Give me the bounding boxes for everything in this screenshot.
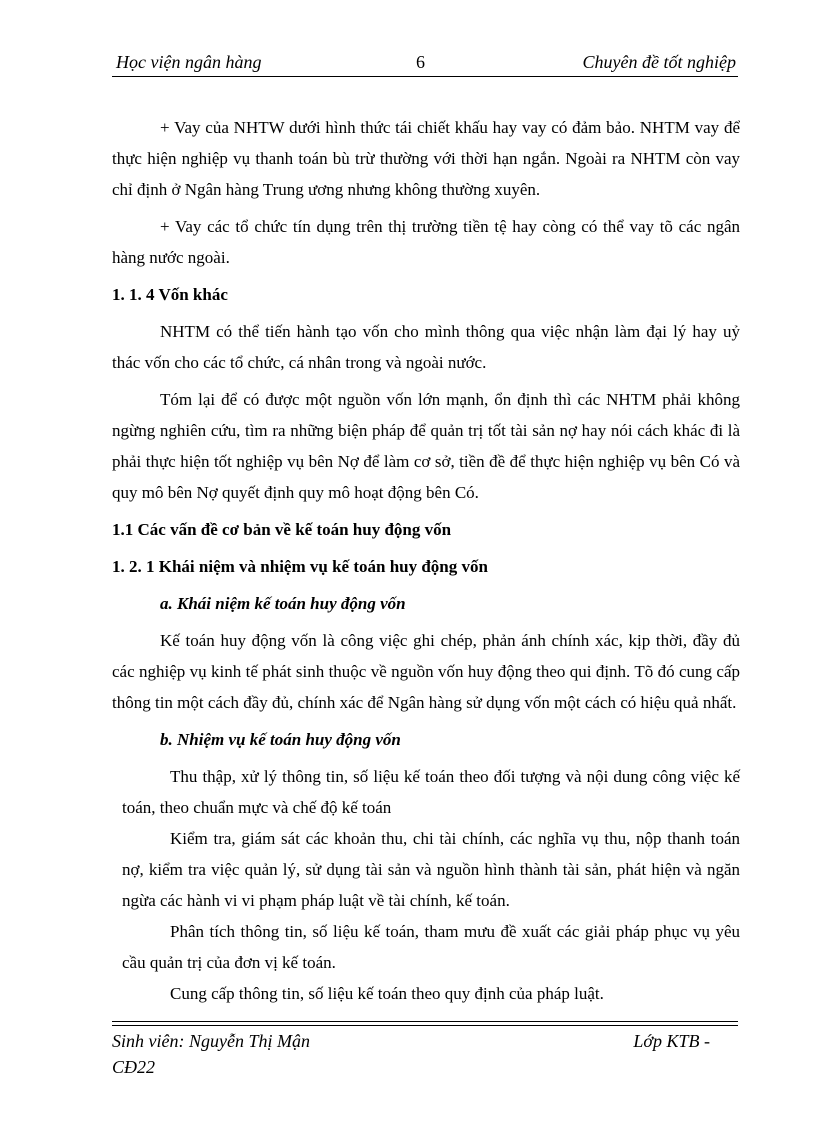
heading-tasks: b. Nhiệm vụ kế toán huy động vốn bbox=[160, 730, 401, 749]
paragraph-task-inspect: Kiểm tra, giám sát các khoản thu, chi tài chính, các nghĩa vụ thu, nộp thanh toán nợ, kiểm tra việc quản lý, sử dụng tài sản và nguồn hình thành tài sản, phát hiện và ngăn ngừa các hành vi vi phạm pháp luật về tài chính, kế toán. bbox=[122, 829, 740, 910]
footer-class: Lớp KTB - bbox=[633, 1031, 710, 1051]
paragraph-task-collect: Thu thập, xử lý thông tin, số liệu kế toán theo đối tượng và nội dung công việc kế toán, theo chuẩn mực và chế độ kế toán bbox=[122, 767, 740, 817]
footer-rule-top bbox=[112, 1021, 738, 1022]
footer-rule-bottom bbox=[112, 1025, 738, 1026]
paragraph-agency-capital: NHTM có thể tiến hành tạo vốn cho mình thông qua việc nhận làm đại lý hay uỷ thác vốn cho các tổ chức, cá nhân trong và ngoài nước. bbox=[112, 322, 740, 372]
page-footer bbox=[112, 1028, 738, 1080]
heading-other-capital: 1. 1. 4 Vốn khác bbox=[112, 285, 228, 304]
paragraph-summary: Tóm lại để có được một nguồn vốn lớn mạnh, ổn định thì các NHTM phải không ngừng nghiên cứu, tìm ra những biện pháp để quản trị tốt tài sản nợ hay nói cách khác đi là phải thực hiện tốt nghiệp vụ bên Nợ để làm cơ sở, tiền đề để thực hiện nghiệp vụ bên Có và quy mô bên Nợ quyết định quy mô hoạt động bên Có. bbox=[112, 390, 740, 502]
heading-basic-issues: 1.1 Các vấn đề cơ bản về kế toán huy động vốn bbox=[112, 520, 452, 539]
header-institution: Học viện ngân hàng bbox=[116, 52, 262, 72]
heading-concept: a. Khái niệm kế toán huy động vốn bbox=[160, 594, 406, 613]
heading-concept-tasks: 1. 2. 1 Khái niệm và nhiệm vụ kế toán huy động vốn bbox=[112, 557, 488, 576]
paragraph-concept: Kế toán huy động vốn là công việc ghi chép, phản ánh chính xác, kịp thời, đầy đủ các nghiệp vụ kinh tế phát sinh thuộc về nguồn vốn huy động theo qui định. Tõ đó cung cấp thông tin một cách đầy đủ, chính xác để Ngân hàng sử dụng vốn một cách có hiệu quả nhất. bbox=[112, 631, 740, 712]
paragraph-credit-institution-loan: + Vay các tổ chức tín dụng trên thị trường tiền tệ hay còng có thể vay tõ các ngân hàng nước ngoài. bbox=[112, 217, 740, 267]
paragraph-nhtw-loan: + Vay của NHTW dưới hình thức tái chiết khấu hay vay có đảm bảo. NHTM vay để thực hiện nghiệp vụ thanh toán bù trừ thường với thời hạn ngắn. Ngoài ra NHTM còn vay chỉ định ở Ngân hàng Trung ương nhưng không thường xuyên. bbox=[112, 118, 740, 199]
footer-student: Sinh viên: Nguyễn Thị Mận bbox=[112, 1031, 310, 1051]
paragraph-task-provide: Cung cấp thông tin, số liệu kế toán theo quy định của pháp luật. bbox=[170, 984, 604, 1003]
page-number: 6 bbox=[416, 52, 425, 72]
page-header bbox=[112, 52, 738, 76]
header-rule bbox=[112, 76, 738, 77]
page-body bbox=[112, 112, 740, 1009]
paragraph-task-analyze: Phân tích thông tin, số liệu kế toán, tham mưu đề xuất các giải pháp phục vụ yêu cầu quản trị của đơn vị kế toán. bbox=[122, 922, 740, 972]
header-document-type: Chuyên đề tốt nghiệp bbox=[582, 52, 736, 72]
footer-class-code: CĐ22 bbox=[112, 1057, 156, 1077]
